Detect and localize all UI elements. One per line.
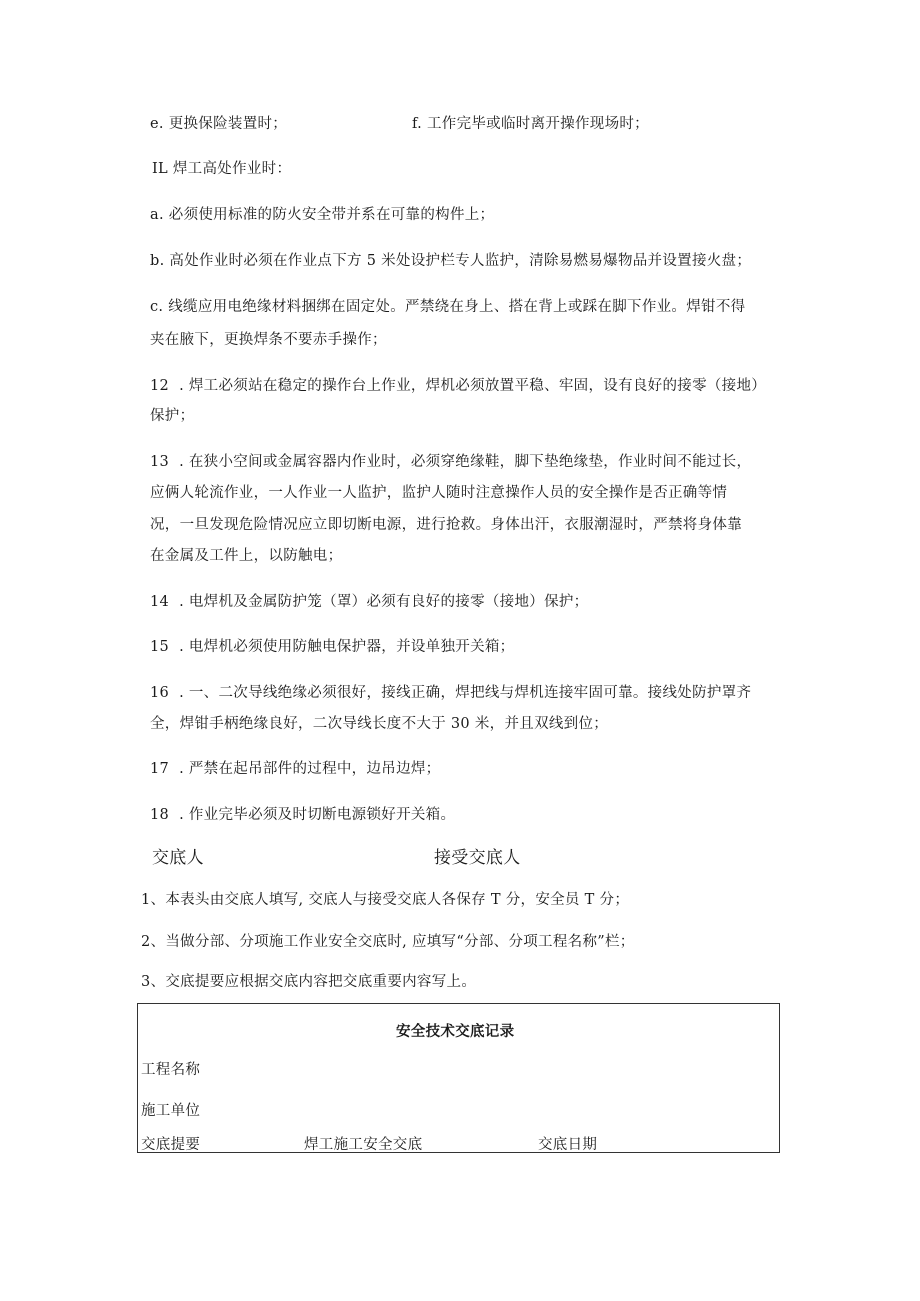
item-b: b. 高处作业时必须在作业点下方 5 米处设护栏专人监护，清除易燃易爆物品并设置接火盘； — [150, 253, 752, 269]
item-17-text: . 严禁在起吊部件的过程中，边吊边焊； — [179, 761, 441, 777]
note-3: 3、交底提要应根据交底内容把交底重要内容写上。 — [141, 974, 477, 990]
construction-unit-label: 施工单位 — [141, 1103, 201, 1119]
item-c-line1: c. 线缆应用电绝缘材料捆绑在固定处。严禁绕在身上、搭在背上或踩在脚下作业。焊钳不得 — [150, 299, 746, 315]
safety-record-table — [137, 1003, 780, 1153]
item-13-line1 — [150, 452, 751, 472]
item-16-text: . 一、二次导线绝缘必须很好，接线正确，焊把线与焊机连接牢固可靠。接线处防护罩齐 — [179, 685, 752, 701]
item-c-line2: 夹在腋下，更换焊条不要赤手操作； — [150, 332, 387, 348]
item-14-number: 14 — [150, 594, 170, 610]
note-1: 1、本表头由交底人填写, 交底人与接受交底人各保存 T 分，安全员 T 分； — [141, 892, 630, 908]
item-13-number: 13 — [150, 454, 170, 470]
item-12-line2: 保护； — [150, 408, 195, 424]
item-e: e. 更换保险装置时； — [150, 116, 288, 132]
item-18-text: . 作业完毕必须及时切断电源锁好开关箱。 — [179, 807, 456, 823]
item-14-text: . 电焊机及金属防护笼（罩）必须有良好的接零（接地）保护； — [179, 594, 589, 610]
item-16-line2: 全，焊钳手柄绝缘良好，二次导线长度不大于 30 米，并且双线到位； — [150, 716, 609, 732]
date-label: 交底日期 — [538, 1137, 598, 1153]
item-18-line1 — [150, 805, 455, 825]
item-15-number: 15 — [150, 639, 170, 655]
item-a: a. 必须使用标准的防火安全带并系在可靠的构件上； — [150, 207, 495, 223]
item-13-line3: 况，一旦发现危险情况应立即切断电源，进行抢救。身体出汗，衣服潮湿时，严禁将身体靠 — [150, 517, 742, 533]
item-15-text: . 电焊机必须使用防触电保护器，并设单独开关箱； — [179, 639, 515, 655]
item-13-line4: 在金属及工件上，以防触电； — [150, 548, 343, 564]
item-12-number: 12 — [150, 378, 170, 394]
item-f: f. 工作完毕或临时离开操作现场时； — [412, 116, 649, 132]
item-15-line1 — [150, 637, 514, 657]
item-17-number: 17 — [150, 761, 170, 777]
note-2: 2、当做分部、分项施工作业安全交底时, 应填写“分部、分项工程名称”栏； — [141, 934, 635, 950]
item-16-number: 16 — [150, 685, 170, 701]
item-12-line1 — [150, 376, 766, 396]
summary-label: 交底提要 — [141, 1137, 201, 1153]
record-title: 安全技术交底记录 — [396, 1024, 515, 1040]
item-16-line1 — [150, 683, 751, 703]
item-14-line1 — [150, 592, 588, 612]
item-13-line2: 应俩人轮流作业，一人作业一人监护，监护人随时注意操作人员的安全操作是否正确等情 — [150, 485, 728, 501]
section-11-heading: IL 焊工高处作业时： — [152, 161, 292, 177]
item-12-text: . 焊工必须站在稳定的操作台上作业，焊机必须放置平稳、牢固，设有良好的接零（接地） — [179, 378, 767, 394]
summary-value: 焊工施工安全交底 — [304, 1137, 423, 1153]
project-name-label: 工程名称 — [141, 1062, 201, 1078]
signature-receiver-label: 接受交底人 — [434, 848, 521, 868]
item-13-text: . 在狭小空间或金属容器内作业时，必须穿绝缘鞋，脚下垫绝缘垫，作业时间不能过长， — [179, 454, 752, 470]
item-17-line1 — [150, 759, 440, 779]
item-18-number: 18 — [150, 807, 170, 823]
signature-giver-label: 交底人 — [152, 848, 204, 868]
